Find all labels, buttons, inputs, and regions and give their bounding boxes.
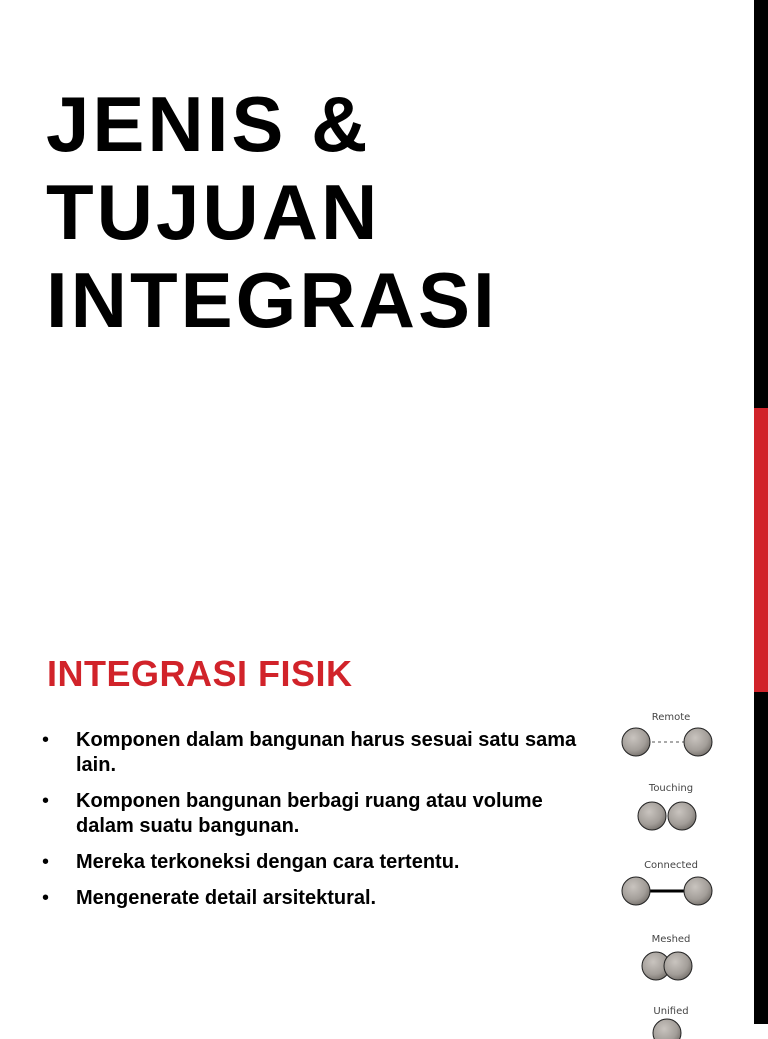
bullet-marker: • xyxy=(42,887,50,909)
title-line-1: JENIS & xyxy=(46,80,371,168)
page-title xyxy=(46,80,726,344)
title-line-2: TUJUAN xyxy=(46,168,381,256)
bullet-item xyxy=(42,886,590,911)
unified-sphere-icon xyxy=(606,1019,736,1039)
diagram-label-touching: Touching xyxy=(648,783,694,794)
side-bar-red xyxy=(754,408,768,692)
integration-diagram xyxy=(606,706,736,1024)
bullet-marker: • xyxy=(42,790,50,812)
section-heading: INTEGRASI FISIK xyxy=(47,653,353,694)
bullet-text: Komponen bangunan berbagi ruang atau volume dalam suatu bangunan. xyxy=(76,790,543,837)
bullet-item xyxy=(42,728,590,778)
bullet-text: Komponen dalam bangunan harus sesuai satu sama lain. xyxy=(76,729,577,776)
bullet-item xyxy=(42,789,590,839)
connected-spheres-icon xyxy=(606,873,736,913)
bullet-marker: • xyxy=(42,729,50,751)
diagram-label-remote: Remote xyxy=(651,712,691,723)
diagram-label-meshed: Meshed xyxy=(651,934,691,945)
diagram-label-connected: Connected xyxy=(644,860,698,871)
bullet-text: Mengenerate detail arsitektural. xyxy=(76,887,377,909)
bullet-list xyxy=(42,728,590,922)
bullet-marker: • xyxy=(42,851,50,873)
side-bar-black-bottom xyxy=(754,692,768,1024)
bullet-text: Mereka terkoneksi dengan cara tertentu. xyxy=(76,851,460,873)
meshed-spheres-icon xyxy=(606,948,736,988)
remote-spheres-icon xyxy=(606,724,736,764)
title-line-3: INTEGRASI xyxy=(46,256,498,344)
touching-spheres-icon xyxy=(606,798,736,838)
side-bar-black xyxy=(754,0,768,408)
diagram-label-unified: Unified xyxy=(653,1006,689,1017)
bullet-item xyxy=(42,850,590,875)
